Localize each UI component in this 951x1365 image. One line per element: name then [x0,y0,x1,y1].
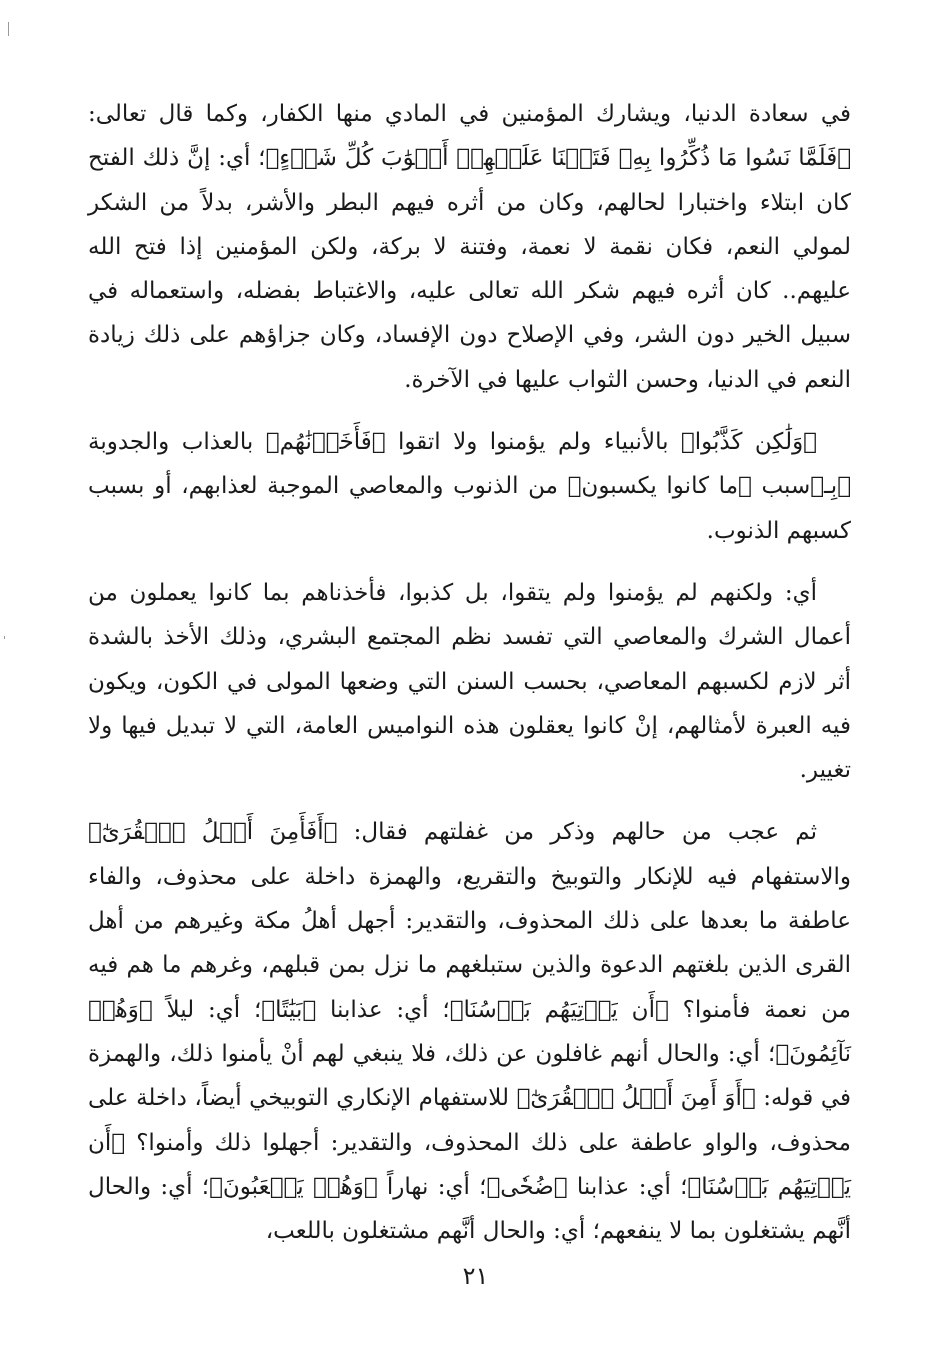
paragraph-gap [88,553,851,571]
paragraph-gap [88,792,851,810]
paragraph-4: ثم عجب من حالهم وذكر من غفلتهم فقال: ﴿أَفَأَمِنَ أَهۡلُ ٱلۡقُرَىٰٓ﴾ والاستفهام فيه للإنكار والتوبيخ والتقريع، والهمزة داخلة على محذوف، والفاء عاطفة ما بعدها على ذلك المحذوف، والتقدير: أجهل أهلُ مكة وغيرهم من أهل القرى الذين بلغتهم الدعوة والذين ستبلغهم ما نزل بمن قبلهم، وغرهم ما هم فيه من نعمة فأمنوا؟ ﴿أَن يَأۡتِيَهُم بَأۡسُنَا﴾؛ أي: عذابنا ﴿بَيَٰتًا﴾؛ أي: ليلاً ﴿وَهُمۡ نَآئِمُونَ﴾؛ أي: والحال أنهم غافلون عن ذلك، فلا ينبغي لهم أنْ يأمنوا ذلك، والهمزة في قوله: ﴿أَوَ أَمِنَ أَهۡلُ ٱلۡقُرَىٰٓ﴾ للاستفهام الإنكاري التوبيخي أيضاً، داخلة على محذوف، والواو عاطفة على ذلك المحذوف، والتقدير: أجهلوا ذلك وأمنوا؟ ﴿أَن يَأۡتِيَهُم بَأۡسُنَا﴾؛ أي: عذابنا ﴿ضُحٗى﴾؛ أي: نهاراً ﴿وَهُمۡ يَلۡعَبُونَ﴾؛ أي: والحال أنَّهم يشتغلون بما لا ينفعهم؛ أي: والحال أنَّهم مشتغلون باللعب، [88,819,851,1245]
paragraph-gap [88,402,851,420]
page-number: ٢١ [462,1262,489,1290]
paragraph-1: في سعادة الدنيا، ويشارك المؤمنين في المادي منها الكفار، وكما قال تعالى: ﴿فَلَمَّا نَسُوا مَا ذُكِّرُوا بِهِۦ فَتَحۡنَا عَلَيۡهِمۡ أَبۡوَٰبَ كُلِّ شَيۡءٍ﴾؛ أي: إنَّ ذلك الفتح كان ابتلاء واختبارا لحالهم، وكان من أثره فيهم البطر والأشر، بدلاً من الشكر لمولي النعم، فكان نقمة لا نعمة، وفتنة لا بركة، ولكن المؤمنين إذا فتح الله عليهم.. كان أثره فيهم شكر الله تعالى عليه، والاغتباط بفضله، واستعماله في سبيل الخير دون الشر، وفي الإصلاح دون الإفساد، وكان جزاؤهم على ذلك زيادة النعم في الدنيا، وحسن الثواب عليها في الآخرة. [88,101,851,393]
paragraph-2: ﴿وَلَٰكِن كَذَّبُوا﴾ بالأنبياء ولم يؤمنوا ولا اتقوا ﴿فَأَخَذۡنَٰهُم﴾ بالعذاب والجدوبة ﴿بِـ﴾سبب ﴿ما كانوا يكسبون﴾ من الذنوب والمعاصي الموجبة لعذابهم، أو بسبب كسبهم الذنوب. [88,429,851,544]
main-text [88,92,851,1253]
paragraph-3: أي: ولكنهم لم يؤمنوا ولم يتقوا، بل كذبوا، فأخذناهم بما كانوا يعملون من أعمال الشرك والمعاصي التي تفسد نظم المجتمع البشري، وذلك الأخذ بالشدة أثر لازم لكسبهم المعاصي، بحسب السنن التي وضعها المولى في الكون، ويكون فيه العبرة لأمثالهم، إنْ كانوا يعقلون هذه النواميس العامة، التي لا تبديل فيها ولا تغيير. [88,579,851,784]
scan-mark-left-margin [4,636,5,639]
scan-mark-top-left [8,22,9,36]
